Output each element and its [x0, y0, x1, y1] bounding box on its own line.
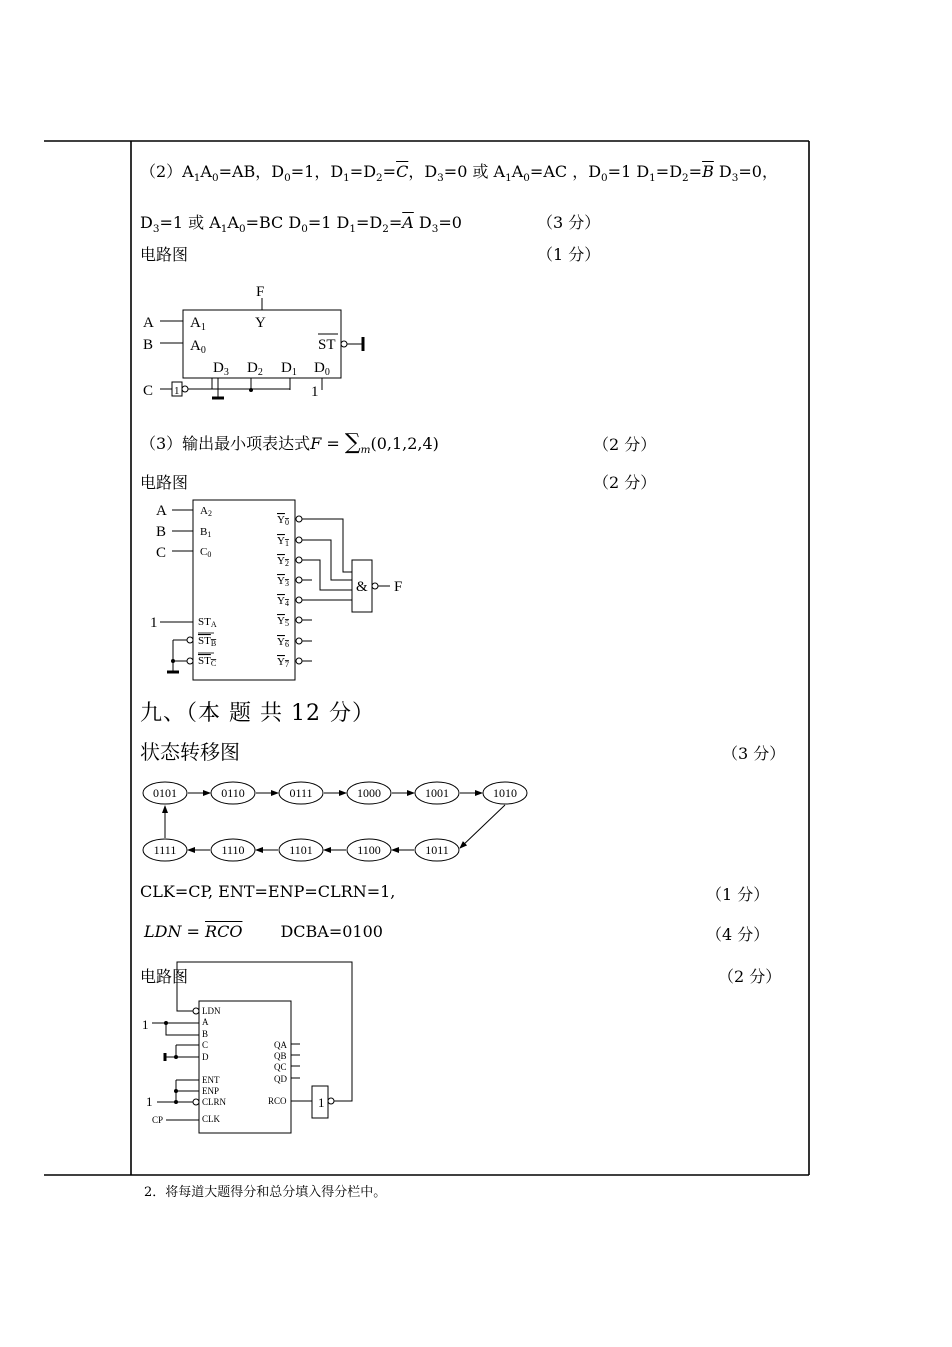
counter-input-cp: CP — [152, 1115, 164, 1125]
decoder-input-c: C — [156, 545, 167, 561]
eq2-text: LDN = $\overline{RCO}$ DCBA=0100 — [144, 922, 383, 941]
circuit3-score: （2 分） — [718, 967, 782, 986]
decoder-pin-y6: Y6 — [277, 636, 289, 649]
counter-pin-clrn: CLRN — [202, 1097, 227, 1107]
state-1001: 1001 — [425, 786, 449, 800]
state-1110: 1110 — [221, 843, 245, 857]
state-0111: 0111 — [289, 786, 313, 800]
and-gate-output-f: F — [394, 579, 403, 595]
state-1000: 1000 — [357, 786, 381, 800]
mux-input-b: B — [143, 337, 154, 353]
decoder-input-b: B — [156, 524, 167, 540]
footer-note: 2．将每道大题得分和总分填入得分栏中。 — [144, 1185, 387, 1200]
decoder-pin-a0: C0 — [200, 546, 212, 559]
counter-pin-qa: QA — [274, 1040, 287, 1050]
counter-pin-qb: QB — [274, 1051, 287, 1061]
eq2-score: （4 分） — [706, 925, 770, 944]
counter-pin-a: A — [202, 1017, 209, 1027]
and-gate-label: & — [356, 579, 368, 595]
counter-pin-d: D — [202, 1052, 209, 1062]
state-1101: 1101 — [289, 843, 313, 857]
counter-pin-c: C — [202, 1040, 209, 1050]
decoder-one: 1 — [150, 615, 158, 631]
counter-const-one-top: 1 — [142, 1017, 149, 1032]
decoder-pin-stc: STC — [198, 655, 217, 668]
counter-inverter-label: 1 — [318, 1095, 325, 1110]
decoder-pin-y2: Y2 — [277, 555, 289, 568]
part2-line1: $(2)A_1A_0=AB$，$D_0=1$，$D_1=D_2=\overline{C}$，$D_3=0$ 或 $A_1A_0=AC$ ，$D_0=1$ $D_1=D_2=\overline{B}$ $D_3=0$， — [140, 162, 778, 185]
mux-pin-d2: $D_2$ — [247, 360, 263, 378]
mux-inverter-label: 1 — [174, 385, 180, 397]
decoder-pin-y3: Y3 — [277, 575, 289, 588]
decoder-input-a: A — [156, 503, 167, 519]
state-1111: 1111 — [153, 843, 177, 857]
eq1-text: CLK=CP, ENT=ENP=CLRN=1, — [140, 882, 396, 901]
mux-pin-d1: $D_1$ — [281, 360, 297, 378]
state-0110: 0110 — [221, 786, 245, 800]
decoder-pin-stb: STB — [198, 635, 217, 648]
decoder-pin-a1: B1 — [200, 526, 212, 539]
state-diagram-label: 状态转移图 — [140, 740, 240, 764]
state-diagram-score: （3 分） — [722, 744, 786, 763]
counter-pin-rco: RCO — [268, 1096, 287, 1106]
part2-circuit-label: 电路图 — [140, 245, 189, 264]
counter-pin-clk: CLK — [202, 1114, 220, 1124]
counter-pin-ent: ENT — [202, 1075, 220, 1085]
part3-circuit-score: （2 分） — [593, 473, 657, 492]
part2-line2-score: （3 分） — [537, 213, 601, 232]
mux-pin-d3: $D_3$ — [213, 360, 229, 378]
state-1011: 1011 — [425, 843, 449, 857]
counter-pin-qd: QD — [274, 1074, 287, 1084]
state-1100: 1100 — [357, 843, 381, 857]
state-1010: 1010 — [493, 786, 517, 800]
circuit3-label: 电路图 — [140, 967, 189, 986]
counter-pin-ldn: LDN — [202, 1006, 221, 1016]
part3-circuit-label: 电路图 — [140, 473, 189, 492]
part2-line2: $D_3=1$ 或 $A_1A_0=BC$ $D_0=1$ $D_1=D_2=\overline{A}$ $D_3=0$ — [140, 213, 462, 236]
decoder-pin-y4: Y4 — [277, 595, 289, 608]
decoder-pin-y1: Y1 — [277, 535, 289, 548]
mux-pin-y: Y — [255, 315, 266, 331]
decoder-pin-y5: Y5 — [277, 615, 289, 628]
counter-pin-b: B — [202, 1029, 209, 1039]
mux-output-f: F — [256, 284, 265, 300]
decoder-pin-y0: Y0 — [277, 514, 289, 527]
eq1-score: （1 分） — [706, 885, 770, 904]
mux-pin-a1: $A_1$ — [190, 315, 206, 333]
mux-input-c: C — [143, 383, 154, 399]
counter-const-one-bottom: 1 — [146, 1094, 153, 1109]
part3-expression: （3）输出最小项表达式$F = \sum_m(0,1,2,4)$ — [140, 430, 439, 457]
part2-circuit-score: （1 分） — [537, 245, 601, 264]
state-0101: 0101 — [153, 786, 177, 800]
mux-pin-st: ST — [318, 337, 336, 353]
decoder-pin-y7: Y7 — [277, 656, 289, 669]
counter-pin-qc: QC — [274, 1062, 287, 1072]
mux-pin-d0: $D_0$ — [314, 360, 330, 378]
mux-input-a: A — [143, 315, 154, 331]
decoder-pin-sta: STA — [198, 616, 217, 629]
part3-score: （2 分） — [593, 435, 657, 454]
mux-d0-one: 1 — [311, 384, 319, 400]
mux-pin-a0: $A_0$ — [190, 338, 206, 356]
counter-pin-enp: ENP — [202, 1086, 220, 1096]
section9-title: 九、（本 题 共 12 分） — [140, 701, 375, 726]
decoder-pin-a2: A2 — [200, 505, 212, 518]
